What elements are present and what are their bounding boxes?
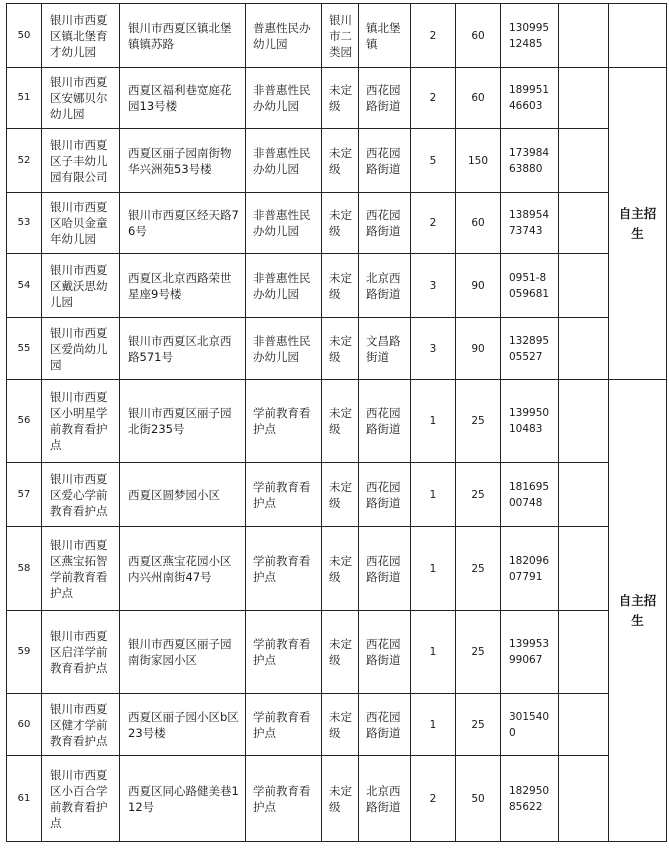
address-cell: 银川市西夏区丽子园北街235号 <box>120 380 246 463</box>
phone-cell: 13995010483 <box>501 380 559 463</box>
index-cell: 51 <box>7 68 42 129</box>
blank-cell <box>559 68 609 129</box>
nature-cell: 普惠性民办幼儿园 <box>246 4 322 68</box>
table-row <box>7 463 667 527</box>
table-row <box>7 4 667 68</box>
seats-cell: 25 <box>456 527 501 611</box>
seats-cell: 150 <box>456 129 501 193</box>
enrollment-note <box>609 68 667 380</box>
enrollment-note <box>609 380 667 842</box>
seats-cell: 25 <box>456 694 501 756</box>
blank-cell <box>559 463 609 527</box>
street-cell: 西花园路街道 <box>359 611 411 694</box>
index-cell: 59 <box>7 611 42 694</box>
category-cell: 未定级 <box>322 318 359 380</box>
street-cell: 西花园路街道 <box>359 463 411 527</box>
classes-cell: 1 <box>411 527 456 611</box>
street-cell: 北京西路街道 <box>359 254 411 318</box>
blank-cell <box>559 193 609 254</box>
phone-cell: 3015400 <box>501 694 559 756</box>
kindergarten-name: 银川市西夏区戴沃思幼儿园 <box>42 254 120 318</box>
street-cell: 镇北堡镇 <box>359 4 411 68</box>
nature-cell: 非普惠性民办幼儿园 <box>246 193 322 254</box>
classes-cell: 1 <box>411 463 456 527</box>
address-cell: 西夏区燕宝花园小区内兴州南街47号 <box>120 527 246 611</box>
table-row <box>7 611 667 694</box>
blank-cell <box>559 318 609 380</box>
classes-cell: 3 <box>411 318 456 380</box>
category-cell: 未定级 <box>322 380 359 463</box>
blank-cell <box>559 380 609 463</box>
seats-cell: 90 <box>456 318 501 380</box>
address-cell: 西夏区丽子园南街物华兴洲苑53号楼 <box>120 129 246 193</box>
nature-cell: 学前教育看护点 <box>246 380 322 463</box>
phone-cell: 18209607791 <box>501 527 559 611</box>
category-cell: 未定级 <box>322 756 359 842</box>
phone-cell: 0951-8059681 <box>501 254 559 318</box>
address-cell: 西夏区圆梦园小区 <box>120 463 246 527</box>
index-cell: 53 <box>7 193 42 254</box>
kindergarten-name: 银川市西夏区燕宝拓智学前教育看护点 <box>42 527 120 611</box>
nature-cell: 非普惠性民办幼儿园 <box>246 254 322 318</box>
nature-cell: 学前教育看护点 <box>246 611 322 694</box>
category-cell: 未定级 <box>322 694 359 756</box>
seats-cell: 50 <box>456 756 501 842</box>
phone-cell: 18295085622 <box>501 756 559 842</box>
category-cell: 未定级 <box>322 527 359 611</box>
street-cell: 西花园路街道 <box>359 380 411 463</box>
index-cell: 54 <box>7 254 42 318</box>
seats-cell: 60 <box>456 68 501 129</box>
table-body <box>7 4 667 842</box>
address-cell: 银川市西夏区丽子园南街家园小区 <box>120 611 246 694</box>
phone-cell: 17398463880 <box>501 129 559 193</box>
seats-cell: 60 <box>456 4 501 68</box>
phone-cell: 13289505527 <box>501 318 559 380</box>
enrollment-note-text: 自主招生 <box>618 592 657 628</box>
address-cell: 西夏区同心路健美巷112号 <box>120 756 246 842</box>
kindergarten-name: 银川市西夏区启洋学前教育看护点 <box>42 611 120 694</box>
address-cell: 银川市西夏区北京西路571号 <box>120 318 246 380</box>
seats-cell: 25 <box>456 380 501 463</box>
address-cell: 银川市西夏区镇北堡镇镇苏路 <box>120 4 246 68</box>
table-row <box>7 694 667 756</box>
category-cell: 未定级 <box>322 129 359 193</box>
classes-cell: 2 <box>411 193 456 254</box>
note-cell-empty <box>609 4 667 68</box>
index-cell: 52 <box>7 129 42 193</box>
table-row <box>7 193 667 254</box>
seats-cell: 90 <box>456 254 501 318</box>
seats-cell: 60 <box>456 193 501 254</box>
table-row <box>7 68 667 129</box>
blank-cell <box>559 129 609 193</box>
index-cell: 57 <box>7 463 42 527</box>
kindergarten-name: 银川市西夏区镇北堡育才幼儿园 <box>42 4 120 68</box>
nature-cell: 非普惠性民办幼儿园 <box>246 129 322 193</box>
table-row <box>7 756 667 842</box>
kindergarten-name: 银川市西夏区子丰幼儿园有限公司 <box>42 129 120 193</box>
kindergarten-name: 银川市西夏区健才学前教育看护点 <box>42 694 120 756</box>
kindergarten-name: 银川市西夏区安娜贝尔幼儿园 <box>42 68 120 129</box>
address-cell: 银川市西夏区经天路76号 <box>120 193 246 254</box>
seats-cell: 25 <box>456 463 501 527</box>
seats-cell: 25 <box>456 611 501 694</box>
blank-cell <box>559 611 609 694</box>
table-row <box>7 254 667 318</box>
kindergarten-name: 银川市西夏区哈贝金童年幼儿园 <box>42 193 120 254</box>
nature-cell: 学前教育看护点 <box>246 756 322 842</box>
address-cell: 西夏区北京西路荣世星座9号楼 <box>120 254 246 318</box>
classes-cell: 1 <box>411 380 456 463</box>
kindergarten-table <box>6 3 667 842</box>
phone-cell: 13995399067 <box>501 611 559 694</box>
classes-cell: 2 <box>411 4 456 68</box>
table-row <box>7 380 667 463</box>
street-cell: 西花园路街道 <box>359 694 411 756</box>
street-cell: 西花园路街道 <box>359 527 411 611</box>
index-cell: 56 <box>7 380 42 463</box>
index-cell: 58 <box>7 527 42 611</box>
nature-cell: 学前教育看护点 <box>246 694 322 756</box>
blank-cell <box>559 254 609 318</box>
blank-cell <box>559 694 609 756</box>
phone-cell: 18169500748 <box>501 463 559 527</box>
classes-cell: 1 <box>411 694 456 756</box>
index-cell: 60 <box>7 694 42 756</box>
category-cell: 未定级 <box>322 193 359 254</box>
blank-cell <box>559 4 609 68</box>
table-row <box>7 129 667 193</box>
nature-cell: 学前教育看护点 <box>246 463 322 527</box>
classes-cell: 2 <box>411 756 456 842</box>
table-row <box>7 527 667 611</box>
street-cell: 西花园路街道 <box>359 68 411 129</box>
category-cell: 未定级 <box>322 254 359 318</box>
address-cell: 西夏区福利巷宽庭花园13号楼 <box>120 68 246 129</box>
category-cell: 银川市二类园 <box>322 4 359 68</box>
table-row <box>7 318 667 380</box>
street-cell: 北京西路街道 <box>359 756 411 842</box>
kindergarten-name: 银川市西夏区爱尚幼儿园 <box>42 318 120 380</box>
enrollment-note-text: 自主招生 <box>618 205 657 241</box>
classes-cell: 3 <box>411 254 456 318</box>
index-cell: 50 <box>7 4 42 68</box>
index-cell: 55 <box>7 318 42 380</box>
classes-cell: 2 <box>411 68 456 129</box>
blank-cell <box>559 756 609 842</box>
street-cell: 西花园路街道 <box>359 129 411 193</box>
nature-cell: 学前教育看护点 <box>246 527 322 611</box>
street-cell: 文昌路街道 <box>359 318 411 380</box>
kindergarten-name: 银川市西夏区爱心学前教育看护点 <box>42 463 120 527</box>
kindergarten-name: 银川市西夏区小明星学前教育看护点 <box>42 380 120 463</box>
classes-cell: 1 <box>411 611 456 694</box>
nature-cell: 非普惠性民办幼儿园 <box>246 318 322 380</box>
category-cell: 未定级 <box>322 68 359 129</box>
blank-cell <box>559 527 609 611</box>
street-cell: 西花园路街道 <box>359 193 411 254</box>
phone-cell: 13895473743 <box>501 193 559 254</box>
nature-cell: 非普惠性民办幼儿园 <box>246 68 322 129</box>
address-cell: 西夏区丽子园小区b区23号楼 <box>120 694 246 756</box>
classes-cell: 5 <box>411 129 456 193</box>
index-cell: 61 <box>7 756 42 842</box>
phone-cell: 18995146603 <box>501 68 559 129</box>
category-cell: 未定级 <box>322 611 359 694</box>
kindergarten-name: 银川市西夏区小百合学前教育看护点 <box>42 756 120 842</box>
phone-cell: 13099512485 <box>501 4 559 68</box>
category-cell: 未定级 <box>322 463 359 527</box>
